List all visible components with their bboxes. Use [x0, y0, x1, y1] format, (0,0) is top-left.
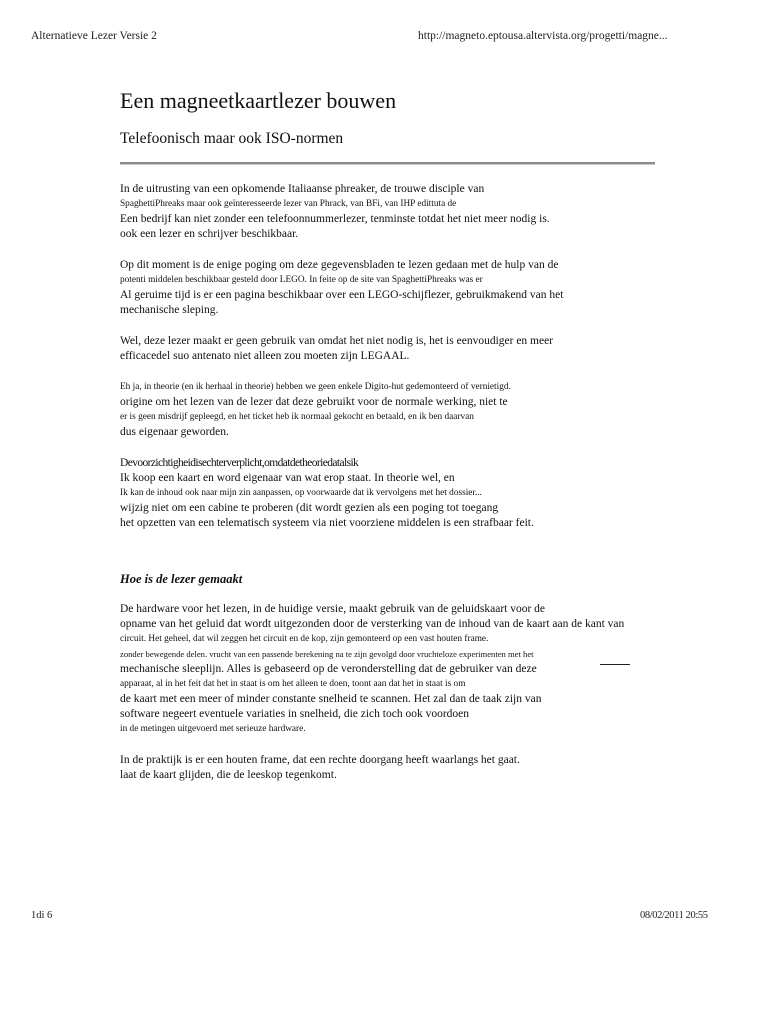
- text-line: Ik kan de inhoud ook naar mijn zin aanpassen, op voorwaarde dat ik vervolgens met het dossier...: [120, 488, 482, 498]
- text-line: mechanische sleping.: [120, 304, 219, 316]
- text-line: Devoorzichtigheidisechterverplicht,omdatdetheoriedatalsik: [120, 457, 359, 469]
- section-body: [120, 602, 660, 783]
- text-line: De hardware voor het lezen, in de huidige versie, maakt gebruik van de geluidskaart voor de: [120, 603, 546, 615]
- text-line: circuit. Het geheel, dat wil zeggen het circuit en de kop, zijn gemonteerd op een vast houten frame.: [120, 634, 489, 644]
- text-line: in de metingen uitgevoerd met serieuze hardware.: [120, 724, 306, 734]
- paragraph: [120, 456, 660, 531]
- article-title: Een magneetkaartlezer bouwen: [120, 88, 397, 113]
- text-line: dus eigenaar geworden.: [120, 426, 229, 438]
- text-line: ook een lezer en schrijver beschikbaar.: [120, 228, 299, 240]
- text-line: Eh ja, in theorie (en ik herhaal in theorie) hebben we geen enkele Digito-hut gedemonteerd of vernietigd.: [120, 382, 511, 392]
- text-line: origine om het lezen van de lezer dat deze gebruikt voor de normale werking, niet te: [120, 396, 508, 408]
- article-body: [120, 182, 660, 783]
- paragraph: [120, 602, 660, 737]
- text-line: potenti middelen beschikbaar gesteld door LEGO. In feite op de site van SpaghettiPhreaks was er: [120, 275, 483, 285]
- text-line: mechanische sleeplijn. Alles is gebaseerd op de veronderstelling dat de gebruiker van deze: [120, 663, 537, 675]
- text-line: In de praktijk is er een houten frame, dat een rechte doorgang heeft waarlangs het gaat.: [120, 754, 520, 766]
- page-number: 1di 6: [31, 910, 53, 921]
- text-line: de kaart met een meer of minder constante snelheid te scannen. Het zal dan de taak zijn van: [120, 693, 542, 705]
- text-line: software negeert eventuele variaties in snelheid, die zich toch ook voordoen: [120, 708, 470, 720]
- text-line: het opzetten van een telematisch systeem via niet voorziene middelen is een strafbaar feit.: [120, 517, 534, 529]
- paragraph: [120, 380, 660, 440]
- paragraph: [120, 334, 660, 364]
- paragraph: [120, 258, 660, 318]
- title-divider: [120, 162, 655, 165]
- text-line: er is geen misdrijf gepleegd, en het ticket heb ik normaal gekocht en betaald, en ik ben daarvan: [120, 412, 474, 422]
- section-heading: Hoe is de lezer gemaakt: [120, 572, 243, 586]
- paragraph-gap: [120, 364, 660, 380]
- text-line: apparaat, al in het feit dat het in staat is om het alleen te doen, toont aan dat het in staat is om: [120, 679, 466, 689]
- text-line: Een bedrijf kan niet zonder een telefoonnummerlezer, tenminste totdat het niet meer nodig is.: [120, 213, 550, 225]
- paragraph-gap: [120, 318, 660, 334]
- text-line: Ik koop een kaart en word eigenaar van wat erop staat. In theorie wel, en: [120, 472, 455, 484]
- paragraph: [120, 753, 660, 783]
- text-line: efficacedel suo antenato niet alleen zou moeten zijn LEGAAL.: [120, 350, 410, 362]
- section-spacer: [120, 531, 660, 571]
- intro-section: [120, 182, 660, 531]
- paragraph-gap: [120, 242, 660, 258]
- text-line: wijzig niet om een cabine te proberen (dit wordt gezien als een poging tot toegang: [120, 502, 499, 514]
- print-timestamp: 08/02/2011 20:55: [640, 910, 708, 921]
- text-line: SpaghettiPhreaks maar ook geïnteresseerde lezer van Phrack, van BFi, van IHP edittuta de: [120, 199, 457, 209]
- document-title-header: Alternatieve Lezer Versie 2: [31, 30, 157, 42]
- paragraph-gap: [120, 737, 660, 753]
- text-line: opname van het geluid dat wordt uitgezonden door de versterking van de inhoud van de kaart aan de kant van: [120, 618, 625, 630]
- text-line: Wel, deze lezer maakt er geen gebruik van omdat het niet nodig is, het is eenvoudiger en meer: [120, 335, 554, 347]
- margin-mark: [600, 664, 630, 665]
- text-line: Op dit moment is de enige poging om deze gegevensbladen te lezen gedaan met de hulp van de: [120, 259, 559, 271]
- source-url: http://magneto.eptousa.altervista.org/progetti/magne...: [418, 30, 668, 42]
- text-line: In de uitrusting van een opkomende Italiaanse phreaker, de trouwe disciple van: [120, 183, 485, 195]
- text-line: zonder bewegende delen. vrucht van een passende berekening na te zijn gevolgd door vruchteloze experimenten met het: [120, 649, 534, 659]
- paragraph: [120, 182, 660, 242]
- paragraph-gap: [120, 440, 660, 456]
- text-line: Al geruime tijd is er een pagina beschikbaar over een LEGO-schijflezer, gebruikmakend van het: [120, 289, 564, 301]
- text-line: laat de kaart glijden, die de leeskop tegenkomt.: [120, 769, 337, 781]
- article-subtitle: Telefoonisch maar ook ISO-normen: [120, 130, 344, 147]
